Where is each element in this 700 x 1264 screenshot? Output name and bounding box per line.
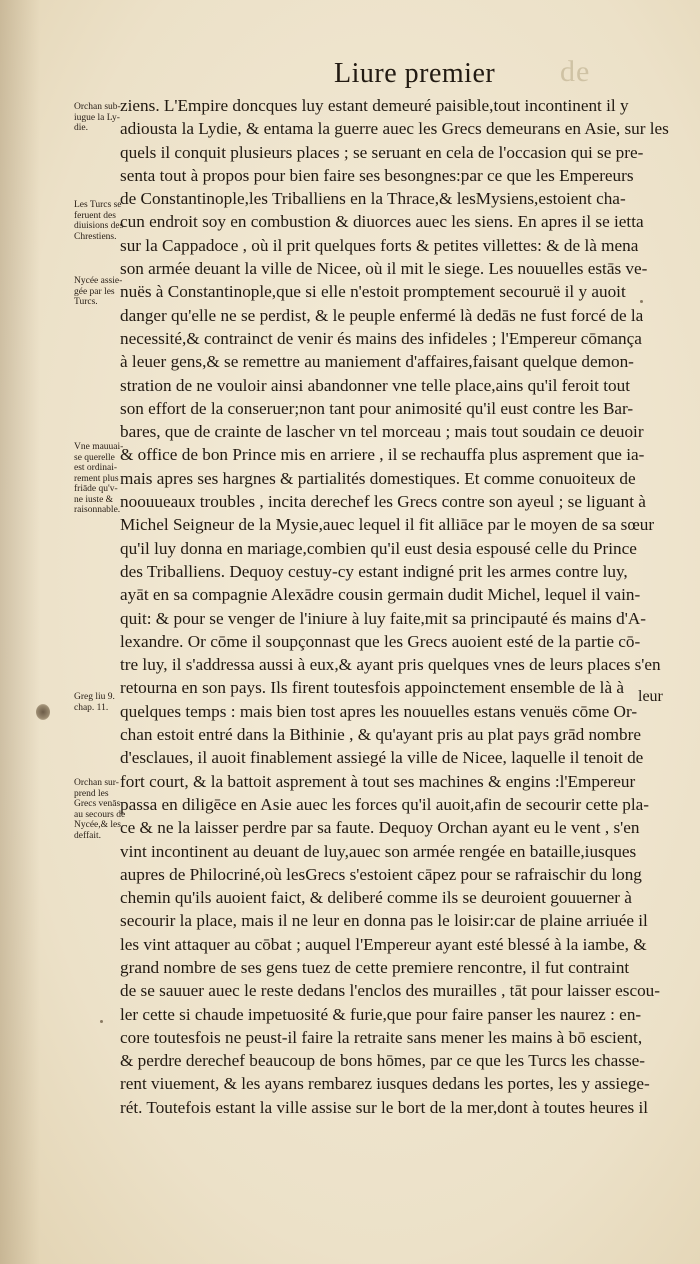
margin-note-line: Chrestiens. — [74, 231, 117, 242]
margin-note-line: gée par les — [74, 286, 115, 297]
text-line: tre luy, il s'addressa aussi à eux,& ayant pris quelques vnes de leurs places s'en — [120, 655, 661, 675]
text-line: d'esclaues, il auoit finablement assiegé la ville de Nicee, laquelle il tenoit de — [120, 748, 644, 768]
text-line: ce & ne la laisser perdre par sa faute. Dequoy Orchan ayant eu le vent , s'en — [120, 818, 640, 838]
text-line: lexandre. Or cōme il soupçonnast que les Grecs auoient esté de la partie cō- — [120, 631, 641, 651]
margin-note-line: ne iuste & — [74, 494, 114, 505]
margin-note-line: die. — [74, 123, 88, 133]
text-line: grand nombre de ses gens tuez de cette premiere rencontre, il fut contraint — [120, 957, 630, 977]
running-head: Liure premier — [334, 58, 496, 89]
text-line: necessité,& contrainct de venir és mains des infideles ; l'Empereur cōmança — [120, 328, 642, 348]
text-line: stration de ne vouloir ainsi abandonner vne telle place,ains qu'il feroit tout — [120, 375, 630, 395]
text-line: son effort de la conseruer;non tant pour animosité qu'il eust contre les Bar- — [120, 398, 634, 418]
text-line: noouueaux troubles , incita derechef les Grecs contre son ayeul ; se liguant à — [120, 492, 646, 512]
text-line: rent viuement, & les ayans rembarez iusques dedans les portes, les y assiege- — [120, 1074, 650, 1094]
text-line: fort court, & la battoit asprement à tout ses machines & engins :l'Empereur — [120, 771, 636, 791]
text-line: quelques temps : mais bien tost apres les nouuelles estans venuës cōme Or- — [120, 701, 638, 721]
margin-note-line: friāde qu'v- — [74, 484, 118, 494]
text-line: danger qu'elle ne se perdist, & le peuple enfermé là dedās ne fust forcé de la — [120, 305, 644, 325]
margin-note-line: Orchan sub- — [74, 102, 121, 112]
text-line: adiousta la Lydie, & entama la guerre auec les Grecs demeurans en Asie, sur les — [120, 119, 669, 139]
margin-note-line: diuisions des — [74, 221, 124, 231]
margin-note-line: deffait. — [74, 830, 101, 841]
text-line: des Triballiens. Dequoy cestuy-cy estant indigné prit les armes contre luy, — [120, 561, 628, 581]
text-line: chemin qu'ils auoient faict, & deliberé comme ils se deuroient gouuerner à — [120, 888, 632, 908]
text-line: passa en diligēce en Asie auec les forces qu'il auoit,afin de secourir cette pla- — [120, 794, 650, 814]
text-line: de Constantinople,les Triballiens en la Thrace,& lesMysiens,estoient cha- — [120, 189, 626, 209]
text-line: aupres de Philocriné,où lesGrecs s'estoient cāpez pour se rafraischir du long — [120, 864, 642, 884]
margin-note-line: Grecs venās — [74, 799, 121, 809]
text-line: sur la Cappadoce , où il prit quelques forts & petites villettes: & de là mena — [120, 235, 639, 255]
text-line: les vint attaquer au cōbat ; auquel l'Empereur ayant esté blessé à la iambe, & — [120, 934, 647, 954]
text-line: quit: & pour se venger de l'iniure à luy faite,mit sa principauté és mains d'A- — [120, 608, 646, 628]
text-line: retourna en son pays. Ils firent toutesfois appoinctement ensemble de là à — [120, 678, 625, 698]
text-line: ler cette si chaude impetuosité & furie,que pour faire panser les naurez : en- — [120, 1004, 642, 1024]
margin-note-line: Nycée assie- — [74, 276, 123, 286]
paper-speck — [640, 300, 643, 303]
text-line: ayāt en sa compagnie Alexādre cousin germain dudit Michel, lequel il vain- — [120, 585, 641, 605]
text-line: nuës à Constantinople,que si elle n'estoit promptement secouruë il y auoit — [120, 282, 626, 302]
margin-note-line: prend les — [74, 788, 109, 799]
text-line: qu'il luy donna en mariage,combien qu'il eust desia espousé celle du Prince — [120, 538, 637, 558]
text-line: quels il conquit plusieurs places ; se seruant en cela de l'occasion qui se pre- — [120, 142, 644, 162]
text-line: core toutesfois ne peust-il faire la retraite sans mener les mains à bō escient, — [120, 1027, 643, 1047]
margin-note-querelle — [74, 442, 140, 516]
margin-note-line: feruent des — [74, 210, 116, 221]
margin-note-line: rement plus — [74, 473, 119, 484]
ink-spot — [36, 704, 50, 720]
margin-note-line: iugue la Ly- — [74, 112, 120, 123]
text-line: ziens. L'Empire doncques luy estant demeuré paisible,tout incontinent il y — [120, 96, 629, 115]
gutter-shadow — [0, 0, 40, 1264]
text-line: son armée deuant la ville de Nicee, où il mit le siege. Les nouuelles estās ve- — [120, 259, 648, 279]
show-through-text: de — [560, 55, 591, 88]
text-line: senta tout à propos pour bien faire ses besongnes:par ce que les Empereurs — [120, 165, 634, 185]
margin-note-line: Greg liu 9. — [74, 692, 115, 702]
text-line: rét. Toutefois estant la ville assise sur le bort de la mer,dont à toutes heures il — [120, 1097, 649, 1117]
text-line: secourir la place, mais il ne leur en donna pas le loisir:car de plaine arriuée il — [120, 911, 648, 931]
margin-note-line: Turcs. — [74, 297, 98, 307]
margin-note-line: Orchan sur- — [74, 778, 119, 788]
margin-note-line: Nycée,& les — [74, 820, 121, 830]
text-line: bares, que de crainte de lascher vn tel morceau ; mais tout soudain ce deuoir — [120, 422, 644, 442]
text-line: & office de bon Prince mis en arriere , il se rechauffa plus asprement que ia- — [120, 445, 645, 465]
margin-note-greg-reference — [74, 692, 140, 713]
margin-note-nycee-assiegee — [74, 276, 140, 308]
margin-note-line: raisonnable. — [74, 505, 121, 515]
text-line: Michel Seigneur de la Mysie,auec lequel il fit alliāce par le moyen de sa sœur — [120, 515, 655, 535]
margin-note-line: est ordinai- — [74, 463, 118, 473]
text-line: chan estoit entré dans la Bithinie , & qu'ayant pris au plat pays grād nombre — [120, 725, 641, 745]
text-line: cun endroit soy en combustion & diuorces auec les siens. En apres il se ietta — [120, 212, 644, 232]
margin-note-line: chap. 11. — [74, 702, 109, 713]
text-line: vint incontinent au deuant de luy,auec son armée rengée en bataille,iusques — [120, 841, 637, 861]
catchword: leur — [638, 688, 663, 705]
margin-note-orchan-surprend — [74, 778, 140, 841]
margin-note-line: au secours de — [74, 809, 126, 820]
margin-note-line: se querelle — [74, 452, 115, 463]
text-line: mais apres ses hargnes & partialités domestiques. Et comme conuoiteux de — [120, 468, 636, 488]
margin-note-orchan-lydie — [74, 102, 140, 134]
text-line: à leuer gens,& se remettre au maniement d'affaires,faisant quelque demon- — [120, 352, 634, 372]
margin-note-line: Les Turcs se — [74, 200, 122, 210]
body-text — [120, 94, 686, 1119]
margin-note-line: Vne mauuai- — [74, 442, 124, 452]
text-line: & perdre derechef beaucoup de bons hōmes, par ce que les Turcs les chasse- — [120, 1051, 645, 1071]
paper-speck — [100, 1020, 103, 1023]
margin-note-turcs-diuisions — [74, 200, 140, 242]
text-line: de se sauuer auec le reste dedans l'enclos des murailles , tāt pour laisser escou- — [120, 981, 661, 1001]
